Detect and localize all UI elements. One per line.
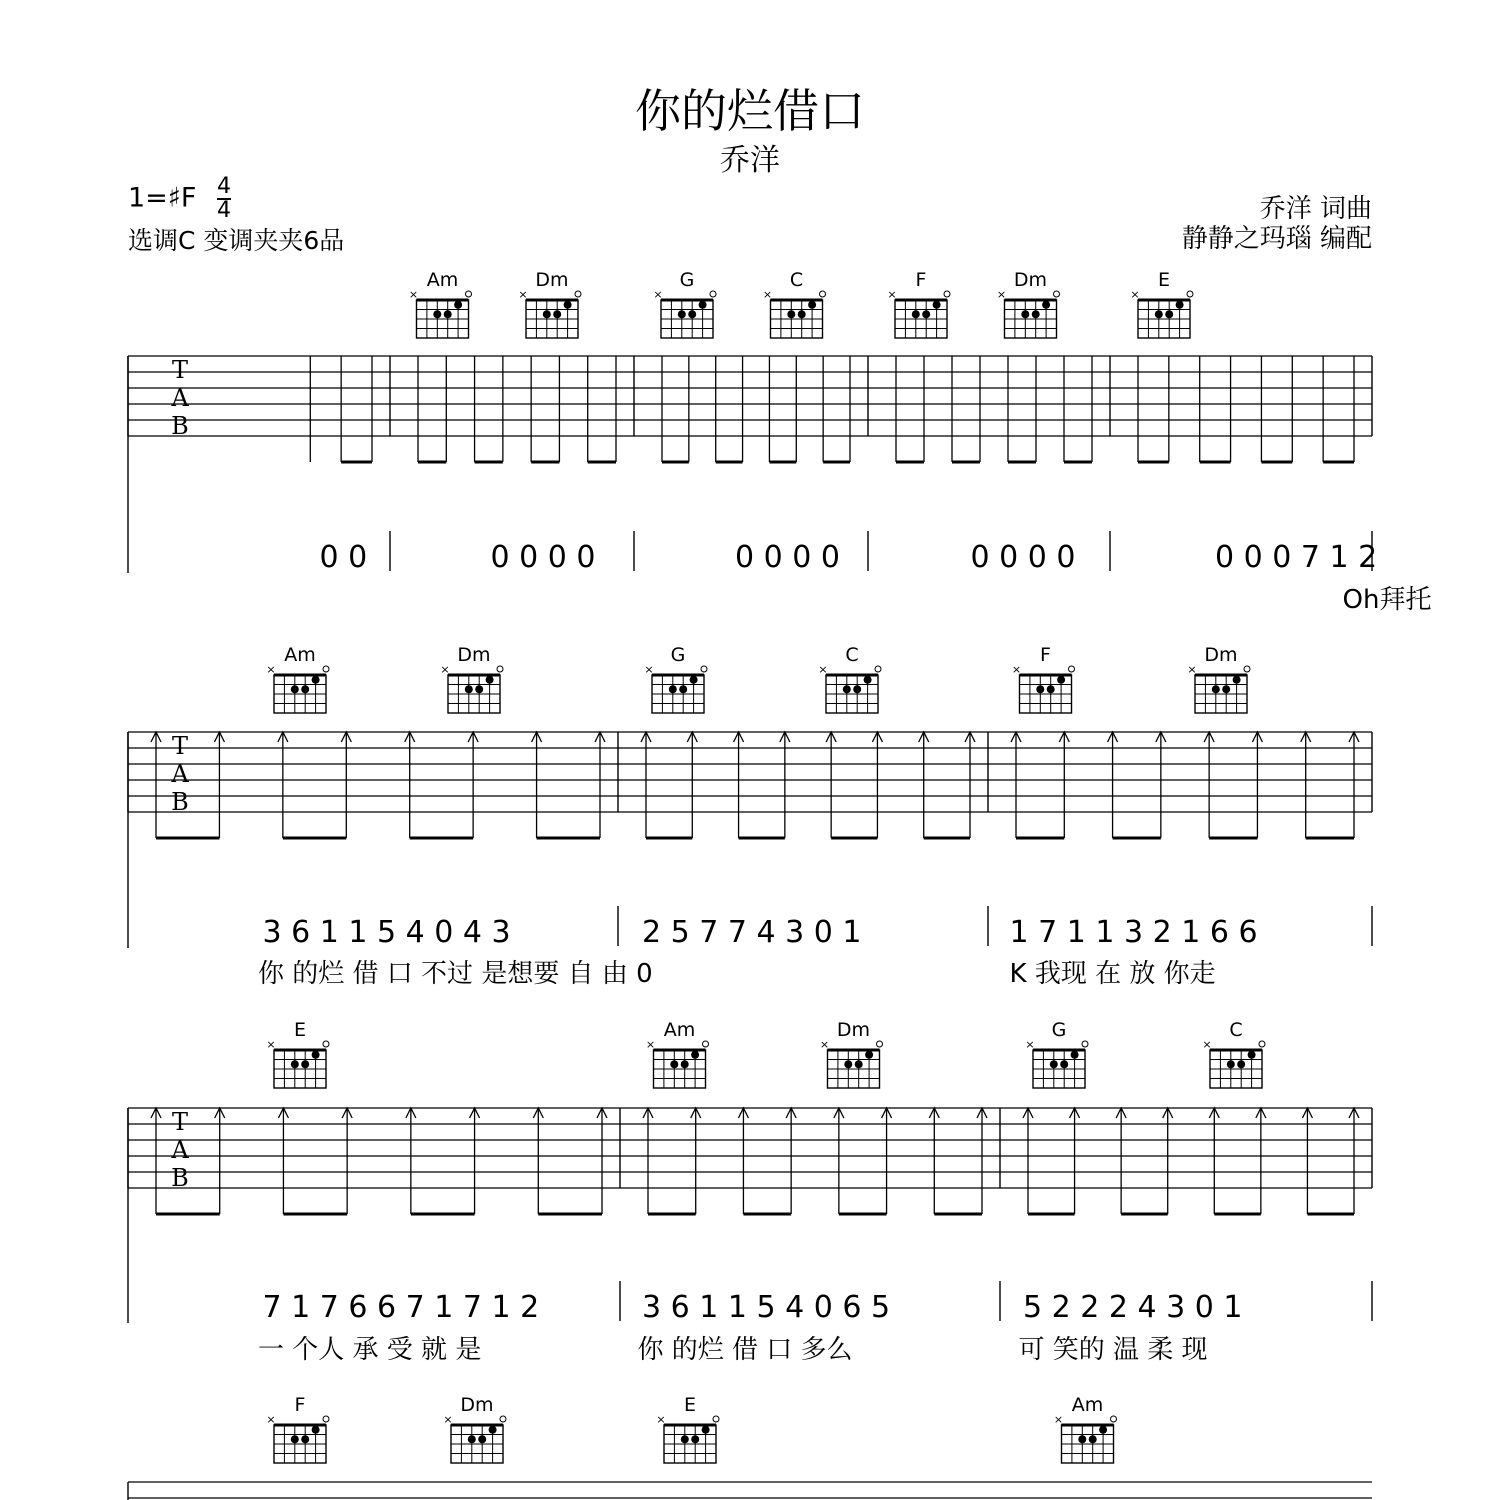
chord-dot (933, 301, 941, 309)
open-string-marker (701, 666, 707, 672)
staff-system-1 (128, 269, 1431, 615)
chord-dot (1233, 676, 1241, 684)
chord-dot (1047, 685, 1055, 693)
open-string-marker (1244, 666, 1250, 672)
tab-clef-letter: B (171, 788, 189, 816)
open-string-marker (713, 1416, 719, 1422)
chord-dot (1099, 1426, 1107, 1434)
open-string-marker (575, 291, 581, 297)
chord-dot (444, 310, 452, 318)
chord-dot (1060, 1060, 1068, 1068)
chord-dot (1057, 676, 1065, 684)
chord-dot (312, 1051, 320, 1059)
staff-system-4 (128, 1394, 1372, 1500)
tab-clef-letter: T (171, 356, 189, 384)
open-string-marker (1187, 291, 1193, 297)
song-title: 你的烂借口 (635, 84, 865, 138)
jianpu-notes: 1 7 1 1 3 2 1 6 6 (1009, 915, 1258, 950)
chord-dot (1050, 1060, 1058, 1068)
muted-string-marker: × (266, 1413, 276, 1426)
lyric-line: K 我现 在 放 你走 (1009, 959, 1216, 989)
muted-string-marker: × (1187, 663, 1197, 676)
tab-clef-letter: T (171, 1108, 189, 1136)
chord-name: Dm (457, 644, 491, 666)
jianpu-notes: 3 6 1 1 5 4 0 6 5 (642, 1290, 891, 1325)
muted-string-marker: × (996, 288, 1007, 301)
muted-string-marker: × (1130, 288, 1140, 301)
chord-dot (312, 1426, 320, 1434)
open-string-marker (710, 291, 716, 297)
chord-dot (1021, 310, 1029, 318)
chord-name: Am (1071, 1394, 1104, 1416)
chord-name: Dm (1013, 269, 1048, 291)
muted-string-marker: × (1025, 1038, 1035, 1051)
muted-string-marker: × (819, 1038, 830, 1051)
muted-string-marker: × (645, 1038, 656, 1051)
chord-name: Am (426, 269, 459, 291)
lyric-line: 你 的烂 借 口 不过 是想要 自 由 0 (258, 959, 653, 989)
chord-dot (301, 685, 309, 693)
chord-dot (798, 310, 806, 318)
muted-string-marker: × (1053, 1413, 1064, 1426)
chord-dot (486, 676, 494, 684)
tab-clef-letter: B (171, 1164, 189, 1192)
tab-clef-letter: T (171, 732, 189, 760)
chord-dot (681, 1435, 689, 1443)
chord-name: C (789, 269, 804, 291)
open-string-marker (944, 291, 950, 297)
muted-string-marker: × (1202, 1038, 1212, 1051)
chord-dot (1078, 1435, 1086, 1443)
chord-name: E (683, 1394, 697, 1416)
muted-string-marker: × (887, 288, 897, 301)
muted-string-marker: × (1011, 663, 1022, 676)
chord-dot (865, 1051, 873, 1059)
lyricist-credit: 乔洋 词曲 (1259, 194, 1372, 224)
muted-string-marker: × (656, 1413, 666, 1426)
muted-string-marker: × (408, 288, 419, 301)
chord-dot (1071, 1051, 1079, 1059)
time-signature-numerator: 4 (217, 174, 231, 199)
jianpu-notes: 0 0 0 0 (970, 540, 1076, 575)
muted-string-marker: × (644, 663, 654, 676)
open-string-marker (703, 1041, 709, 1047)
chord-dot (808, 301, 816, 309)
jianpu-notes: 7 1 7 6 6 7 1 7 1 2 (262, 1290, 540, 1325)
chord-name: G (1051, 1019, 1067, 1041)
lyric-line: 你 的烂 借 口 多么 (637, 1335, 853, 1365)
capo-note: 选调C 变调夹夹6品 (128, 226, 345, 255)
chord-dot (669, 685, 677, 693)
chord-dot (468, 1435, 476, 1443)
chord-dot (291, 1060, 299, 1068)
open-string-marker (877, 1041, 883, 1047)
key-signature-text: 1=♯F (128, 182, 197, 214)
open-string-marker (323, 666, 329, 672)
chord-name: Dm (836, 1019, 871, 1041)
chord-dot (1248, 1051, 1256, 1059)
chord-dot (670, 1060, 678, 1068)
chord-name: F (1040, 644, 1051, 666)
open-string-marker (1259, 1041, 1265, 1047)
chord-dot (1155, 310, 1163, 318)
chord-dot (291, 1435, 299, 1443)
chord-dot (690, 676, 698, 684)
chord-dot (691, 1435, 699, 1443)
jianpu-notes: 3 6 1 1 5 4 0 4 3 (262, 915, 511, 950)
muted-string-marker: × (818, 663, 828, 676)
chord-name: E (293, 1019, 307, 1041)
jianpu-notes: 0 0 0 0 (490, 540, 596, 575)
chord-dot (681, 1060, 689, 1068)
chord-dot (679, 685, 687, 693)
chord-dot (1165, 310, 1173, 318)
chord-dot (1089, 1435, 1097, 1443)
muted-string-marker: × (266, 1038, 276, 1051)
chord-dot (1222, 685, 1230, 693)
chord-dot (489, 1426, 497, 1434)
chord-dot (1227, 1060, 1235, 1068)
muted-string-marker: × (518, 288, 528, 301)
chord-dot (1032, 310, 1040, 318)
chord-dot (543, 310, 551, 318)
open-string-marker (1082, 1041, 1088, 1047)
time-signature-denominator: 4 (217, 198, 231, 223)
chord-dot (1176, 301, 1184, 309)
chord-dot (301, 1435, 309, 1443)
open-string-marker (1069, 666, 1075, 672)
chord-dot (1237, 1060, 1245, 1068)
tab-clef-letter: B (171, 412, 189, 440)
chord-dot (553, 310, 561, 318)
chord-dot (853, 685, 861, 693)
staff-system-2 (128, 644, 1372, 989)
chord-dot (478, 1435, 486, 1443)
chord-dot (312, 676, 320, 684)
chord-name: Am (284, 644, 316, 666)
chord-name: Dm (460, 1394, 494, 1416)
chord-dot (688, 310, 696, 318)
chord-dot (864, 676, 872, 684)
tab-clef-letter: A (171, 1136, 189, 1164)
chord-name: Am (663, 1019, 696, 1041)
open-string-marker (820, 291, 826, 297)
chord-dot (564, 301, 572, 309)
chord-dot (844, 1060, 852, 1068)
muted-string-marker: × (443, 1413, 453, 1426)
chord-dot (301, 1060, 309, 1068)
chord-dot (922, 310, 930, 318)
chord-dot (787, 310, 795, 318)
chord-dot (1042, 301, 1050, 309)
lyric-line: 一 个人 承 受 就 是 (258, 1335, 482, 1365)
tab-clef-letter: A (171, 760, 189, 788)
muted-string-marker: × (440, 663, 450, 676)
chord-dot (475, 685, 483, 693)
open-string-marker (1054, 291, 1060, 297)
open-string-marker (1111, 1416, 1117, 1422)
open-string-marker (466, 291, 472, 297)
chord-dot (433, 310, 441, 318)
chord-dot (699, 301, 707, 309)
jianpu-notes: 0 0 (319, 540, 368, 575)
open-string-marker (500, 1416, 506, 1422)
chord-dot (912, 310, 920, 318)
chord-dot (678, 310, 686, 318)
chord-name: G (679, 269, 695, 291)
chord-dot (691, 1051, 699, 1059)
singer-name: 乔洋 (720, 143, 780, 178)
chord-name: G (670, 644, 686, 666)
lyric-line: Oh拜托 (1342, 585, 1432, 615)
chord-dot (465, 685, 473, 693)
muted-string-marker: × (266, 663, 276, 676)
open-string-marker (323, 1416, 329, 1422)
open-string-marker (497, 666, 503, 672)
chord-name: F (915, 269, 927, 291)
jianpu-notes: 5 2 2 2 4 3 0 1 (1023, 1290, 1243, 1325)
chord-name: E (1157, 269, 1171, 291)
chord-name: Dm (1204, 644, 1238, 666)
jianpu-notes: 0 0 0 0 (735, 540, 840, 575)
jianpu-notes: 0 0 0 7 1 2 (1215, 540, 1378, 575)
chord-name: C (1229, 1019, 1243, 1041)
chord-dot (454, 301, 462, 309)
chord-name: C (845, 644, 859, 666)
open-string-marker (875, 666, 881, 672)
chord-dot (855, 1060, 863, 1068)
chord-dot (702, 1426, 710, 1434)
open-string-marker (323, 1041, 329, 1047)
chord-name: F (294, 1394, 306, 1416)
jianpu-notes: 2 5 7 7 4 3 0 1 (642, 915, 862, 950)
arranger-credit: 静静之玛瑙 编配 (1181, 224, 1372, 254)
chord-dot (1036, 685, 1044, 693)
chord-name: Dm (535, 269, 569, 291)
chord-dot (843, 685, 851, 693)
muted-string-marker: × (762, 288, 773, 301)
tab-clef-letter: A (171, 384, 189, 412)
lyric-line: 可 笑的 温 柔 现 (1018, 1335, 1208, 1365)
chord-dot (1212, 685, 1220, 693)
staff-system-3 (128, 1019, 1372, 1365)
muted-string-marker: × (653, 288, 663, 301)
chord-dot (291, 685, 299, 693)
